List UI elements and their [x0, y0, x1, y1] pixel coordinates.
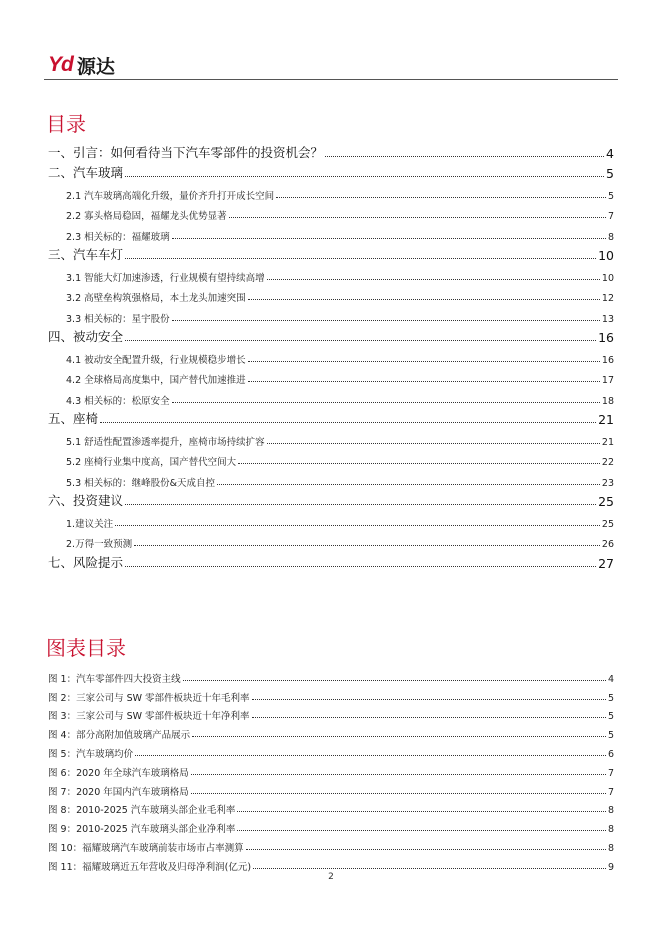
toc-entry-label: 4.2 全球格局高度集中，国产替代加速推进 [66, 375, 246, 386]
figure-list-entry[interactable] [48, 704, 614, 723]
dot-leader [192, 736, 606, 737]
figure-entry-page: 8 [607, 842, 614, 854]
figure-list [48, 666, 614, 873]
toc-section-entry[interactable] [48, 284, 614, 305]
toc-entry-label: 七、风险提示 [48, 554, 124, 570]
dot-leader [267, 279, 600, 280]
dot-leader [237, 811, 606, 812]
toc-entry-page: 21 [598, 412, 614, 427]
toc-entry-page: 10 [598, 248, 614, 263]
figure-entry-page: 4 [607, 673, 614, 685]
dot-leader [325, 156, 604, 157]
dot-leader [229, 217, 606, 218]
figure-entry-label: 图 5：汽车玻璃均价 [48, 748, 134, 760]
dot-leader [246, 849, 606, 850]
toc-entry-page: 12 [601, 293, 614, 304]
logo-mark: Yd [48, 53, 73, 76]
figure-entry-page: 5 [607, 692, 614, 704]
figure-entry-label: 图 11：福耀玻璃近五年营收及归母净利润(亿元) [48, 861, 252, 873]
toc-chapter-entry[interactable] [48, 161, 614, 182]
toc-section-entry[interactable] [48, 202, 614, 223]
dot-leader [125, 176, 604, 177]
toc-entry-label: 2.万得一致预测 [66, 539, 133, 550]
toc-entry-label: 2.1 汽车玻璃高端化升级，量价齐升打开成长空间 [66, 190, 275, 202]
toc-chapter-entry[interactable] [48, 325, 614, 346]
dot-leader [248, 361, 600, 362]
toc-entry-page: 17 [601, 375, 614, 386]
toc-section-entry[interactable] [48, 263, 614, 284]
dot-leader [238, 463, 600, 464]
figure-list-entry[interactable] [48, 666, 614, 685]
toc-section-entry[interactable] [48, 448, 614, 469]
toc-entry-label: 4.3 相关标的：松原安全 [66, 395, 170, 407]
figure-entry-label: 图 2：三家公司与 SW 零部件板块近十年毛利率 [48, 692, 250, 704]
table-of-contents [48, 140, 614, 571]
toc-section-entry[interactable] [48, 427, 614, 448]
figure-list-entry[interactable] [48, 798, 614, 817]
page-number: 2 [328, 872, 334, 882]
header-logo [48, 52, 115, 78]
toc-entry-label: 2.3 相关标的：福耀玻璃 [66, 231, 170, 243]
toc-section-entry[interactable] [48, 304, 614, 325]
figure-list-entry[interactable] [48, 685, 614, 704]
figure-entry-label: 图 7：2020 年国内汽车玻璃格局 [48, 786, 189, 798]
dot-leader [172, 402, 600, 403]
toc-entry-label: 2.2 寡头格局稳固，福耀龙头优势显著 [66, 211, 227, 222]
dot-leader [253, 868, 606, 869]
toc-entry-page: 7 [607, 211, 614, 222]
toc-chapter-entry[interactable] [48, 140, 614, 161]
toc-section-entry[interactable] [48, 509, 614, 530]
figure-entry-page: 8 [607, 824, 614, 836]
toc-entry-label: 四、被动安全 [48, 329, 124, 344]
figure-entry-label: 图 10：福耀玻璃汽车玻璃前装市场市占率测算 [48, 842, 244, 854]
toc-entry-page: 4 [606, 145, 614, 161]
dot-leader [125, 566, 596, 567]
toc-entry-label: 五、座椅 [48, 411, 99, 426]
dot-leader [276, 197, 606, 198]
toc-entry-page: 25 [598, 494, 614, 509]
dot-leader [172, 238, 606, 239]
figure-entry-page: 6 [607, 748, 614, 760]
dot-leader [100, 422, 596, 423]
toc-entry-page: 16 [601, 354, 614, 366]
figure-entry-page: 8 [607, 805, 614, 817]
toc-entry-page: 18 [601, 395, 614, 407]
figure-entry-label: 图 4：部分高附加值玻璃产品展示 [48, 730, 191, 742]
figure-entry-label: 图 3：三家公司与 SW 零部件板块近十年净利率 [48, 711, 250, 723]
toc-entry-page: 27 [598, 555, 614, 571]
toc-entry-label: 3.3 相关标的：星宇股份 [66, 313, 170, 325]
dot-leader [217, 484, 600, 485]
figure-list-title: 图表目录 [46, 636, 126, 660]
dot-leader [267, 443, 600, 444]
toc-section-entry[interactable] [48, 181, 614, 202]
toc-entry-page: 16 [598, 330, 614, 345]
figure-entry-label: 图 6：2020 年全球汽车玻璃格局 [48, 767, 189, 779]
dot-leader [125, 504, 596, 505]
toc-title: 目录 [46, 112, 86, 136]
figure-entry-page: 7 [607, 786, 614, 798]
figure-entry-page: 7 [607, 767, 614, 779]
toc-entry-page: 21 [601, 436, 614, 448]
figure-list-entry[interactable] [48, 854, 614, 873]
toc-entry-label: 三、汽车车灯 [48, 247, 124, 262]
toc-section-entry[interactable] [48, 366, 614, 387]
dot-leader [134, 545, 600, 546]
dot-leader [125, 340, 596, 341]
figure-list-entry[interactable] [48, 760, 614, 779]
toc-section-entry[interactable] [48, 222, 614, 243]
figure-entry-page: 5 [607, 711, 614, 723]
figure-entry-label: 图 1：汽车零部件四大投资主线 [48, 673, 181, 685]
toc-entry-label: 5.2 座椅行业集中度高，国产替代空间大 [66, 457, 237, 468]
logo-text: 源达 [76, 55, 115, 78]
toc-section-entry[interactable] [48, 386, 614, 407]
toc-chapter-entry[interactable] [48, 550, 614, 571]
dot-leader [183, 680, 606, 681]
figure-list-entry[interactable] [48, 835, 614, 854]
dot-leader [191, 774, 606, 775]
toc-chapter-entry[interactable] [48, 243, 614, 264]
figure-list-entry[interactable] [48, 722, 614, 741]
toc-section-entry[interactable] [48, 345, 614, 366]
dot-leader [252, 699, 606, 700]
toc-chapter-entry[interactable] [48, 489, 614, 510]
toc-entry-page: 5 [606, 166, 614, 181]
dot-leader [252, 717, 606, 718]
toc-entry-page: 10 [601, 272, 614, 284]
dot-leader [115, 525, 600, 526]
dot-leader [248, 299, 600, 300]
toc-entry-page: 26 [601, 539, 614, 550]
figure-list-entry[interactable] [48, 816, 614, 835]
dot-leader [135, 755, 606, 756]
dot-leader [172, 320, 600, 321]
figure-entry-label: 图 9：2010-2025 汽车玻璃头部企业净利率 [48, 824, 236, 836]
figure-list-entry[interactable] [48, 779, 614, 798]
toc-chapter-entry[interactable] [48, 407, 614, 428]
toc-entry-label: 4.1 被动安全配置升级，行业规模稳步增长 [66, 354, 246, 366]
dot-leader [237, 830, 606, 831]
toc-entry-page: 5 [607, 190, 614, 202]
toc-entry-label: 六、投资建议 [48, 493, 124, 508]
dot-leader [125, 258, 596, 259]
toc-section-entry[interactable] [48, 468, 614, 489]
toc-entry-page: 25 [601, 518, 614, 530]
dot-leader [191, 793, 606, 794]
figure-list-entry[interactable] [48, 741, 614, 760]
toc-entry-page: 23 [601, 477, 614, 489]
toc-entry-label: 5.3 相关标的：继峰股份&天成自控 [66, 477, 216, 489]
toc-entry-label: 3.1 智能大灯加速渗透，行业规模有望持续高增 [66, 272, 265, 284]
toc-entry-page: 8 [607, 231, 614, 243]
figure-entry-page: 9 [607, 861, 614, 873]
toc-entry-label: 二、汽车玻璃 [48, 165, 124, 180]
figure-entry-label: 图 8：2010-2025 汽车玻璃头部企业毛利率 [48, 805, 236, 817]
toc-entry-label: 3.2 高壁垒构筑强格局，本土龙头加速突围 [66, 293, 246, 304]
toc-entry-label: 5.1 舒适性配置渗透率提升，座椅市场持续扩容 [66, 436, 265, 448]
header-divider [44, 79, 618, 80]
toc-entry-page: 22 [601, 457, 614, 468]
toc-entry-label: 1.建议关注 [66, 518, 114, 530]
toc-entry-page: 13 [601, 313, 614, 325]
toc-entry-label: 一、引言：如何看待当下汽车零部件的投资机会？ [48, 144, 324, 160]
figure-entry-page: 5 [607, 730, 614, 742]
toc-section-entry[interactable] [48, 530, 614, 551]
dot-leader [248, 381, 600, 382]
